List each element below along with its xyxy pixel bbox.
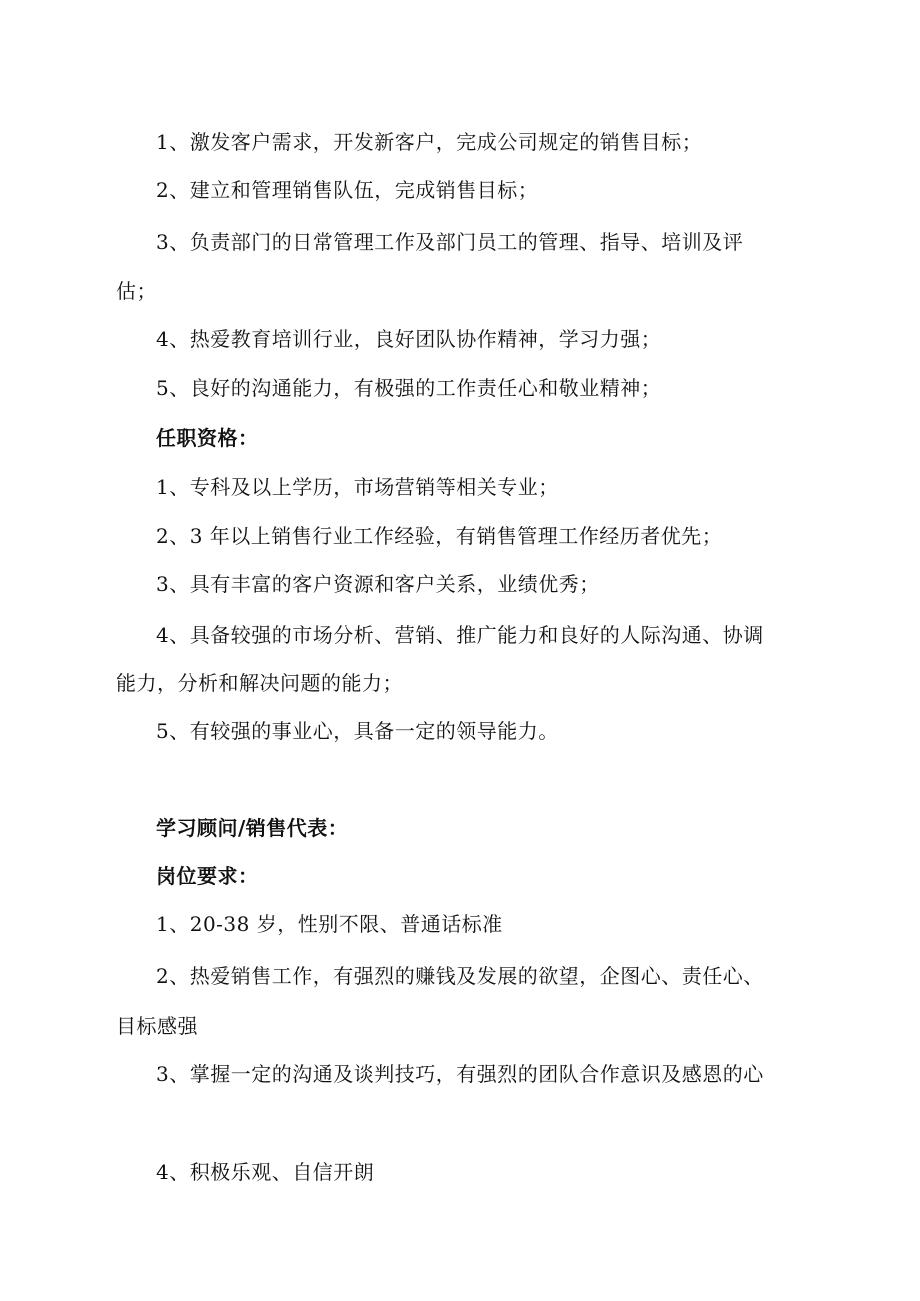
duty-item-2: 2、建立和管理销售队伍，完成销售目标； xyxy=(156,178,539,202)
requirements-heading: 岗位要求： xyxy=(156,864,259,888)
position-title: 学习顾问/销售代表： xyxy=(156,816,349,840)
requirement-item-4: 4、积极乐观、自信开朗 xyxy=(156,1160,375,1184)
requirement-item-2-continued: 目标感强 xyxy=(116,1014,198,1038)
requirement-item-2: 2、热爱销售工作，有强烈的赚钱及发展的欲望，企图心、责任心、 xyxy=(156,964,764,988)
qualification-item-4: 4、具备较强的市场分析、营销、推广能力和良好的人际沟通、协调 xyxy=(156,623,764,647)
duty-item-4: 4、热爱教育培训行业，良好团队协作精神，学习力强； xyxy=(156,327,662,351)
qualification-item-4-continued: 能力，分析和解决问题的能力； xyxy=(116,671,403,695)
duty-item-3-continued: 估； xyxy=(116,279,157,303)
qualification-item-1: 1、专科及以上学历，市场营销等相关专业； xyxy=(156,475,559,499)
duty-item-1: 1、激发客户需求，开发新客户，完成公司规定的销售目标； xyxy=(156,130,703,154)
duty-item-5: 5、良好的沟通能力，有极强的工作责任心和敬业精神； xyxy=(156,376,662,400)
requirement-item-1: 1、20-38 岁，性别不限、普通话标准 xyxy=(156,912,503,936)
qualification-item-5: 5、有较强的事业心，具备一定的领导能力。 xyxy=(156,719,559,743)
duty-item-3: 3、负责部门的日常管理工作及部门员工的管理、指导、培训及评 xyxy=(156,230,744,254)
qualification-item-2: 2、3 年以上销售行业工作经验，有销售管理工作经历者优先； xyxy=(156,524,723,548)
requirement-item-3: 3、掌握一定的沟通及谈判技巧，有强烈的团队合作意识及感恩的心 xyxy=(156,1062,764,1086)
qualifications-heading: 任职资格： xyxy=(156,426,259,450)
qualification-item-3: 3、具有丰富的客户资源和客户关系，业绩优秀； xyxy=(156,572,600,596)
